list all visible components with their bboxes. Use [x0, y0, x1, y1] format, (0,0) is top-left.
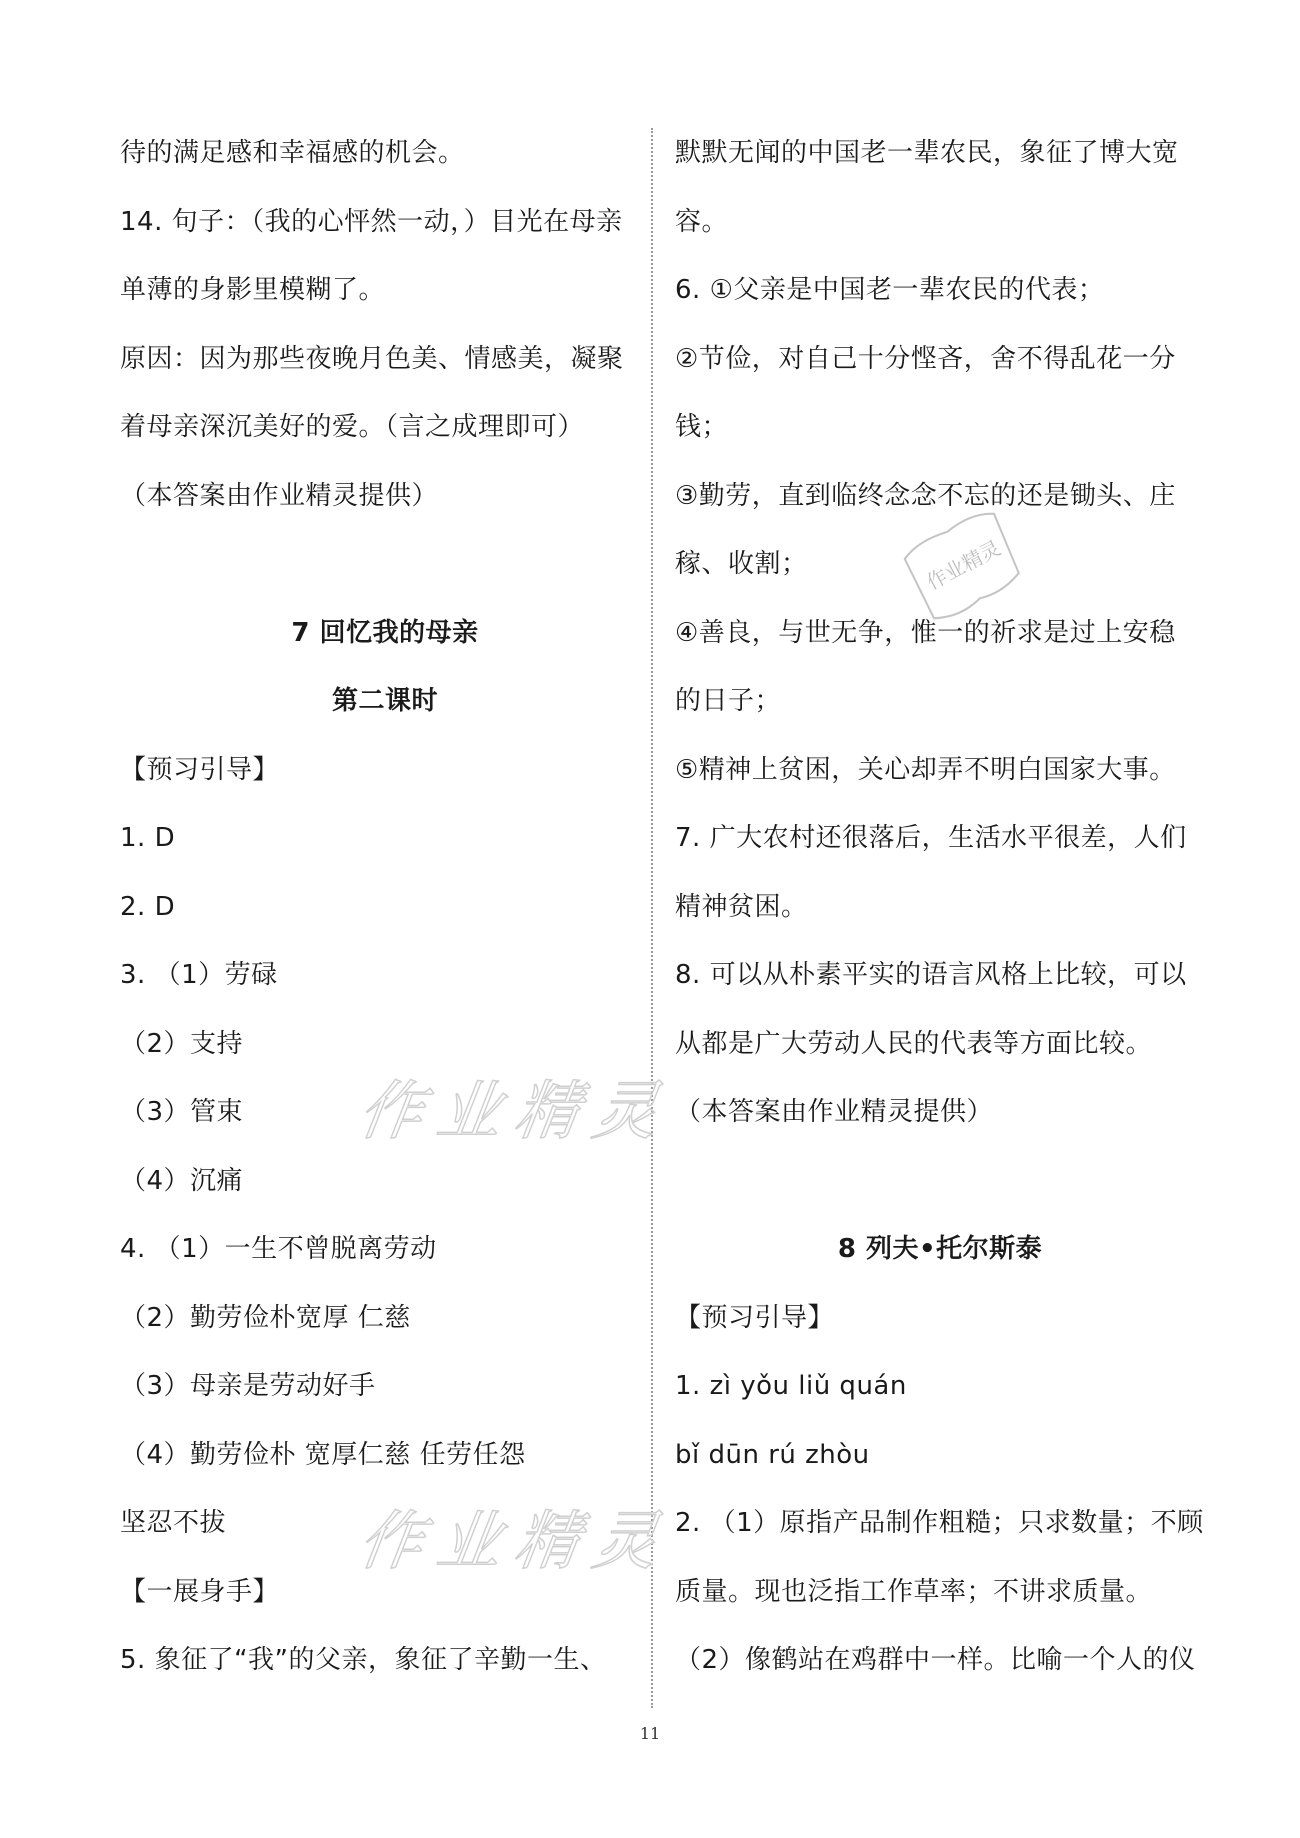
text-line: 从都是广大劳动人民的代表等方面比较。 — [675, 1028, 1153, 1059]
text-line: ⑤精神上贫困，关心却弄不明白国家大事。 — [675, 754, 1176, 785]
text-line: （3）母亲是劳动好手 — [120, 1371, 376, 1401]
text-line: （本答案由作业精灵提供） — [675, 1097, 994, 1127]
section-heading: 【预习引导】 — [120, 754, 280, 785]
text-line: 质量。现也泛指工作草率；不讲求质量。 — [675, 1576, 1153, 1607]
text-line: bǐ dūn rú zhòu — [675, 1439, 870, 1470]
text-line: 坚忍不拔 — [120, 1508, 227, 1538]
text-line: 默默无闻的中国老一辈农民，象征了博大宽 — [675, 138, 1179, 168]
lesson-title: 8 列夫•托尔斯泰 — [837, 1234, 1043, 1264]
text-line: 4. （1）一生不曾脱离劳动 — [120, 1234, 437, 1264]
right-column — [675, 136, 1205, 1712]
text-line: ③勤劳，直到临终念念不忘的还是锄头、庄 — [675, 480, 1176, 511]
text-line: 精神贫困。 — [675, 891, 808, 922]
text-line: 1. zì yǒu liǔ quán — [675, 1371, 907, 1401]
stamp-label: 作业精灵 — [922, 535, 1005, 595]
text-line: （4）勤劳俭朴 宽厚仁慈 任劳任怨 — [120, 1439, 526, 1470]
lesson-title: 7 回忆我的母亲 — [291, 617, 479, 648]
text-line: ②节俭，对自己十分悭吝，舍不得乱花一分 — [675, 343, 1176, 374]
text-line: 5. 象征了“我”的父亲，象征了辛勤一生、 — [120, 1645, 607, 1675]
text-line: 单薄的身影里模糊了。 — [120, 275, 386, 305]
text-line: 稼、收割； — [675, 549, 808, 579]
text-line: （本答案由作业精灵提供） — [120, 480, 439, 511]
lesson-subtitle: 第二课时 — [331, 686, 438, 716]
text-line: ④善良，与世无争，惟一的祈求是过上安稳 — [675, 617, 1176, 648]
text-line: （2）勤劳俭朴宽厚 仁慈 — [120, 1302, 411, 1333]
text-line: 2. （1）原指产品制作粗糙；只求数量；不顾 — [675, 1508, 1204, 1538]
text-line: 14. 句子：（我的心怦然一动，）目光在母亲 — [120, 206, 623, 237]
section-heading: 【预习引导】 — [675, 1302, 835, 1333]
text-line: （2）像鹤站在鸡群中一样。比喻一个人的仪 — [675, 1645, 1196, 1675]
column-divider — [651, 128, 655, 1708]
text-line: 2. D — [120, 891, 176, 922]
watermark: 作业精灵 — [353, 1505, 677, 1579]
text-line: 钱； — [675, 412, 729, 442]
left-column — [120, 136, 650, 1712]
text-line: 容。 — [675, 206, 729, 237]
text-line: 6. ①父亲是中国老一辈农民的代表； — [675, 275, 1105, 305]
blank-line — [675, 1164, 1205, 1198]
text-line: 着母亲深沉美好的爱。（言之成理即可） — [120, 412, 585, 442]
blank-line — [120, 547, 650, 581]
text-line: 1. D — [120, 823, 176, 853]
text-line: 7. 广大农村还很落后，生活水平很差，人们 — [675, 823, 1187, 853]
text-line: 3. （1）劳碌 — [120, 960, 278, 990]
text-line: 原因：因为那些夜晚月色美、情感美，凝聚 — [120, 343, 624, 374]
text-line: 待的满足感和幸福感的机会。 — [120, 138, 465, 168]
page-number: 11 — [639, 1724, 661, 1743]
text-line: （2）支持 — [120, 1028, 244, 1059]
text-line: （3）管束 — [120, 1097, 244, 1127]
text-line: 的日子； — [675, 686, 782, 716]
text-line: 8. 可以从朴素平实的语言风格上比较，可以 — [675, 960, 1187, 990]
watermark: 作业精灵 — [353, 1075, 677, 1149]
text-line: （4）沉痛 — [120, 1165, 244, 1196]
section-heading: 【一展身手】 — [120, 1576, 280, 1607]
